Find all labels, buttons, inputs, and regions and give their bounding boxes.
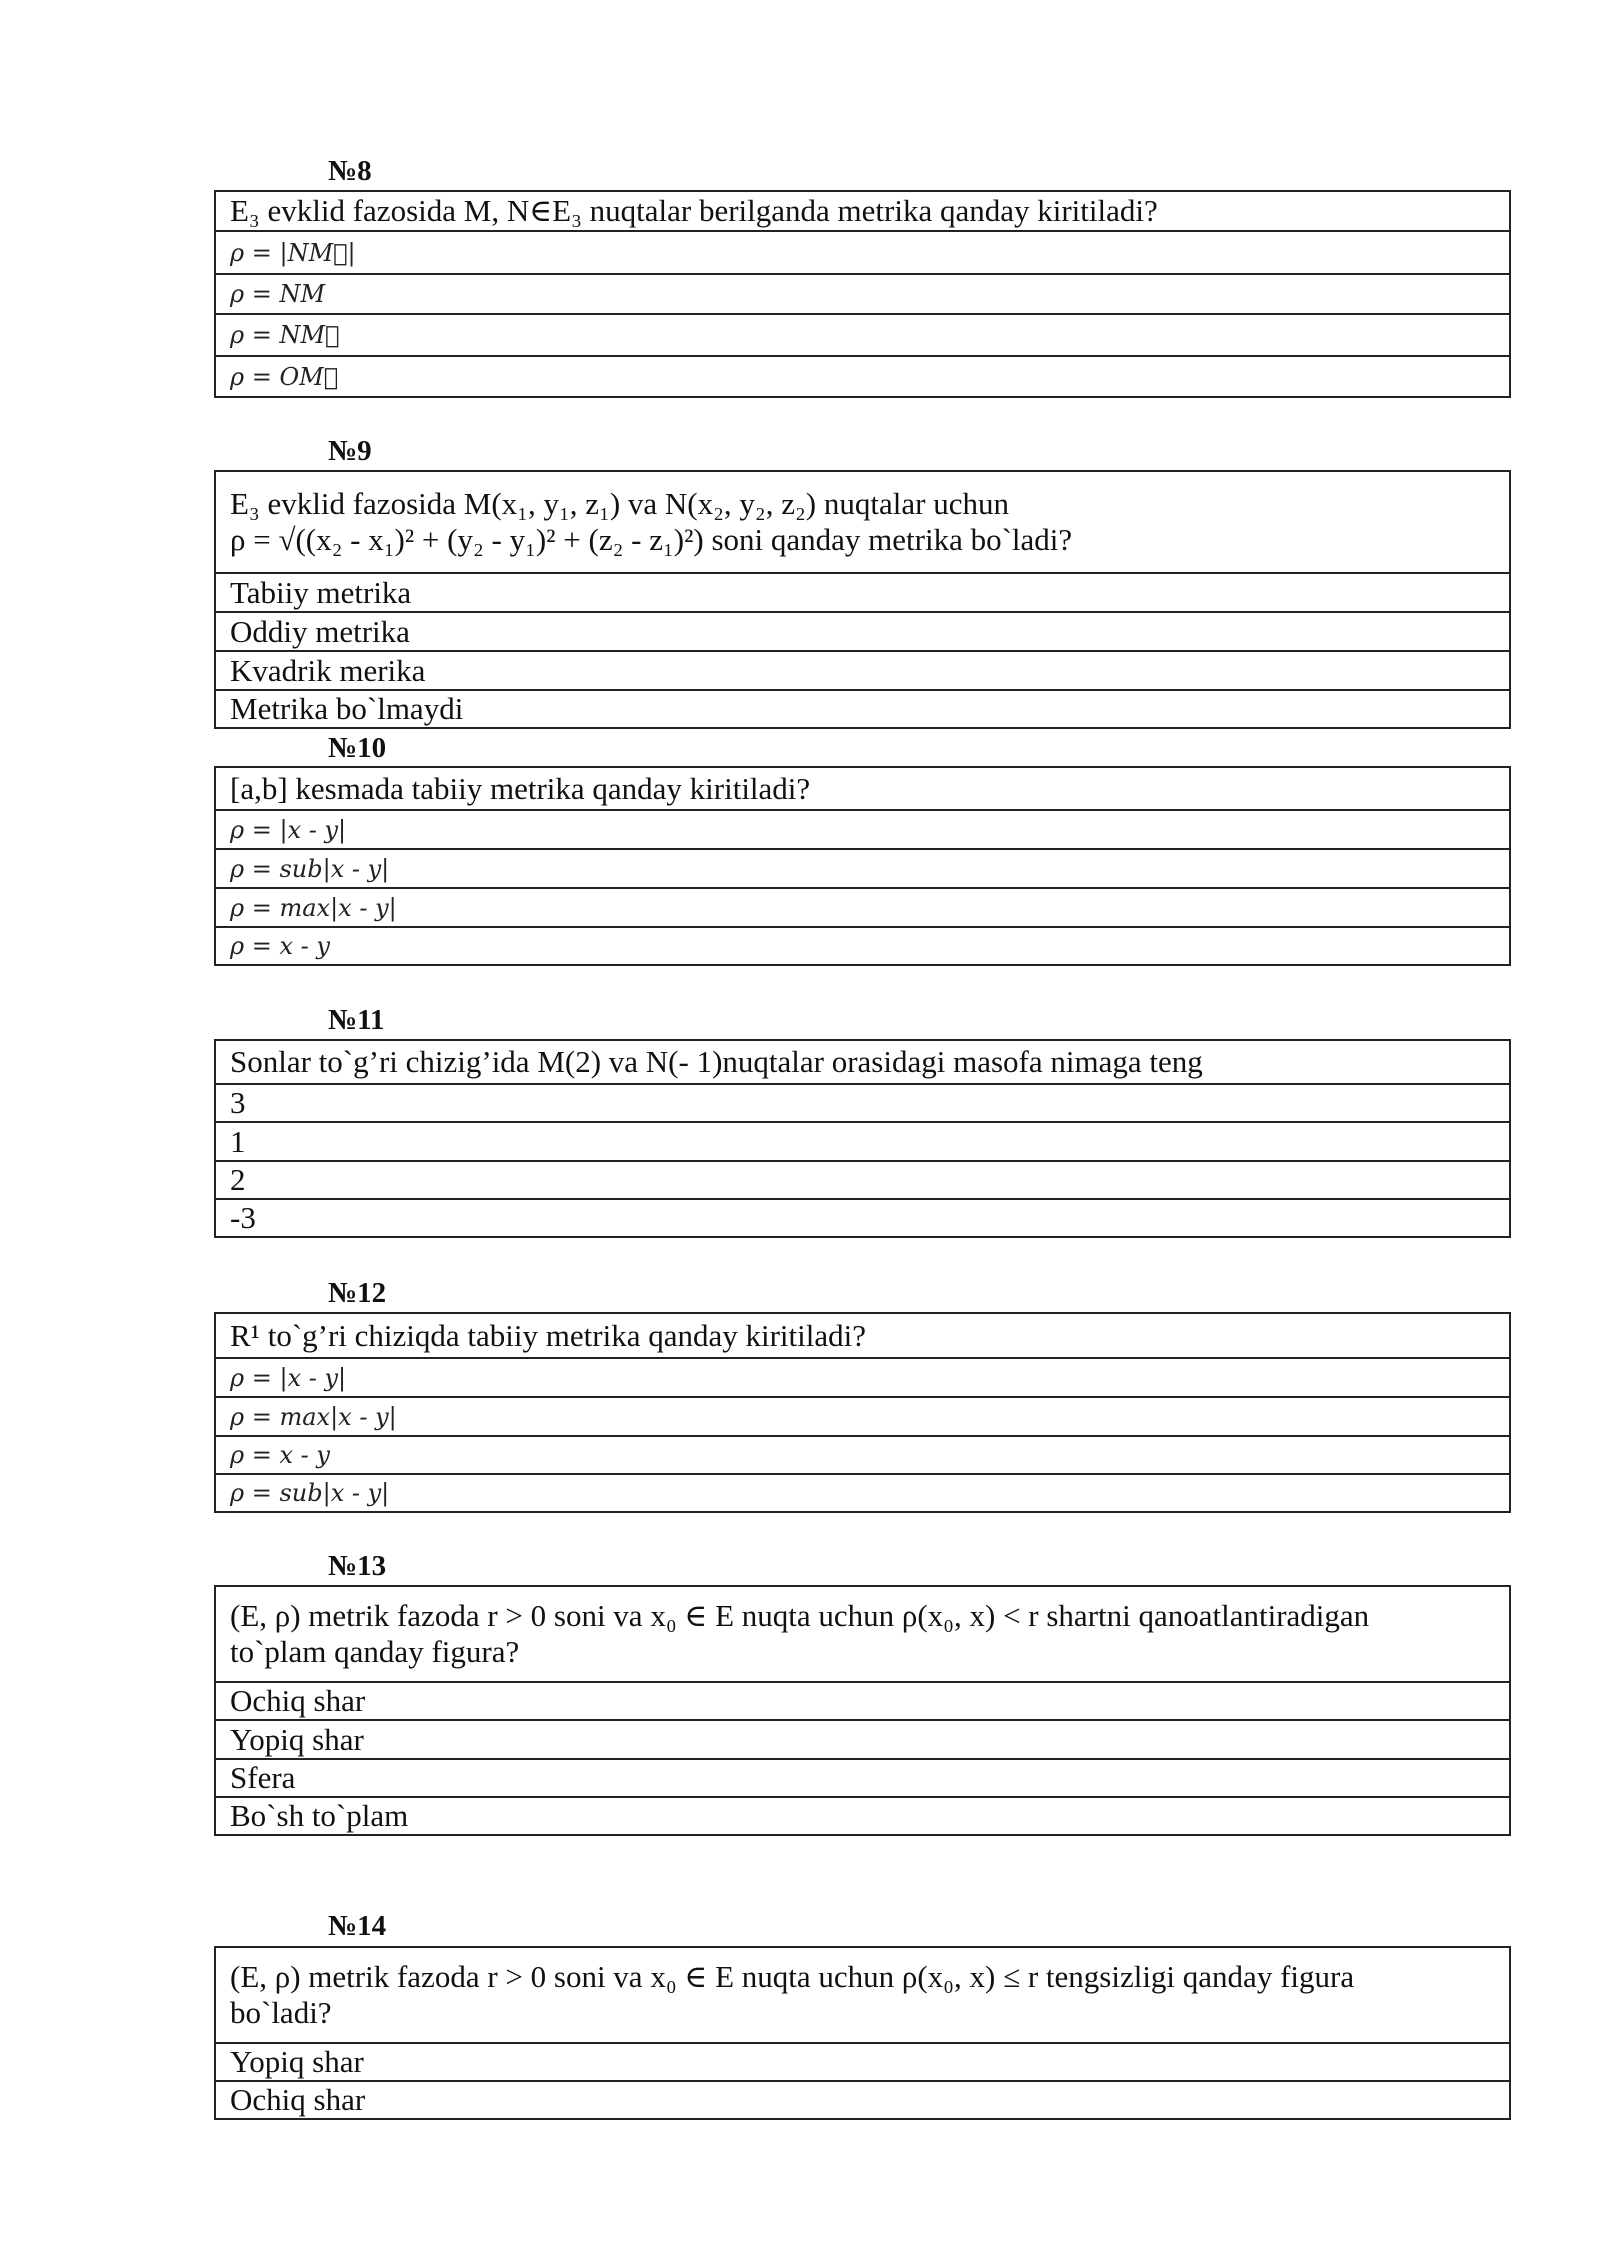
- question-number-12: №12: [328, 1277, 387, 1309]
- option-1[interactable]: 3: [216, 1083, 1509, 1121]
- question-number-11: №11: [328, 1004, 385, 1036]
- question-table-14: [214, 1946, 1511, 2120]
- question-line-2: bo`ladi?: [230, 1995, 332, 2030]
- option-2[interactable]: 1: [216, 1121, 1509, 1160]
- question-line-1: E₃ evklid fazosida M(x₁, y₁, z₁) va N(x₂, y₂, z₂) nuqtalar uchun: [230, 486, 1009, 521]
- option-1[interactable]: Ochiq shar: [216, 1681, 1509, 1719]
- question-number-10: №10: [328, 732, 387, 764]
- option-1[interactable]: Yopiq shar: [216, 2042, 1509, 2080]
- option-2[interactable]: ρ = NM: [216, 273, 1509, 313]
- question-number-9: №9: [328, 435, 372, 467]
- question-number-8: №8: [328, 155, 372, 187]
- option-2[interactable]: ρ = sub|x - y|: [216, 848, 1509, 887]
- question-text: [216, 1587, 1509, 1681]
- option-4[interactable]: ρ = sub|x - y|: [216, 1473, 1509, 1511]
- option-4[interactable]: Metrika bo`lmaydi: [216, 689, 1509, 727]
- option-2[interactable]: ρ = max|x - y|: [216, 1396, 1509, 1435]
- question-table-10: [214, 766, 1511, 966]
- option-2[interactable]: Ochiq shar: [216, 2080, 1509, 2118]
- question-table-12: [214, 1312, 1511, 1513]
- option-3[interactable]: ρ = NM⃗: [216, 313, 1509, 355]
- option-4[interactable]: -3: [216, 1198, 1509, 1236]
- option-1[interactable]: ρ = |x - y|: [216, 1357, 1509, 1396]
- question-number-14: №14: [328, 1910, 387, 1942]
- question-text: [a,b] kesmada tabiiy metrika qanday kiritiladi?: [230, 770, 811, 806]
- option-2[interactable]: Oddiy metrika: [216, 611, 1509, 650]
- option-4[interactable]: ρ = OM⃗: [216, 355, 1509, 396]
- question-line-2: to`plam qanday figura?: [230, 1634, 520, 1669]
- option-3[interactable]: Kvadrik merika: [216, 650, 1509, 689]
- option-3[interactable]: ρ = max|x - y|: [216, 887, 1509, 926]
- question-line-2: ρ = √((x₂ - x₁)² + (y₂ - y₁)² + (z₂ - z₁)²) soni qanday metrika bo`ladi?: [230, 522, 1073, 557]
- option-3[interactable]: ρ = x - y: [216, 1435, 1509, 1473]
- question-text: Sonlar to`g’ri chizig’ida M(2) va N(- 1)nuqtalar orasidagi masofa nimaga teng: [230, 1044, 1203, 1079]
- question-table-11: [214, 1039, 1511, 1238]
- question-table-13: [214, 1585, 1511, 1836]
- option-1[interactable]: Tabiiy metrika: [216, 572, 1509, 611]
- question-text: [216, 472, 1509, 572]
- question-line-1: (E, ρ) metrik fazoda r > 0 soni va x₀ ∈ E nuqta uchun ρ(x₀, x) ≤ r tengsizligi qanday figura: [230, 1959, 1355, 1994]
- question-line-1: (E, ρ) metrik fazoda r > 0 soni va x₀ ∈ E nuqta uchun ρ(x₀, x) < r shartni qanoatlantiradigan: [230, 1598, 1370, 1633]
- option-3[interactable]: Sfera: [216, 1758, 1509, 1796]
- option-1[interactable]: ρ = |x - y|: [216, 809, 1509, 848]
- option-4[interactable]: ρ = x - y: [216, 926, 1509, 964]
- question-text: R¹ to`g’ri chiziqda tabiiy metrika qanday kiritiladi?: [230, 1317, 866, 1353]
- question-number-13: №13: [328, 1550, 387, 1582]
- option-3[interactable]: 2: [216, 1160, 1509, 1198]
- question-text: E₃ evklid fazosida M, N∈E₃ nuqtalar berilganda metrika qanday kiritiladi?: [230, 193, 1158, 228]
- question-table-9: [214, 470, 1511, 729]
- question-table-8: [214, 190, 1511, 398]
- option-1[interactable]: ρ = |NM⃗|: [216, 230, 1509, 273]
- option-2[interactable]: Yopiq shar: [216, 1719, 1509, 1758]
- option-4[interactable]: Bo`sh to`plam: [216, 1796, 1509, 1834]
- question-text: [216, 1948, 1509, 2042]
